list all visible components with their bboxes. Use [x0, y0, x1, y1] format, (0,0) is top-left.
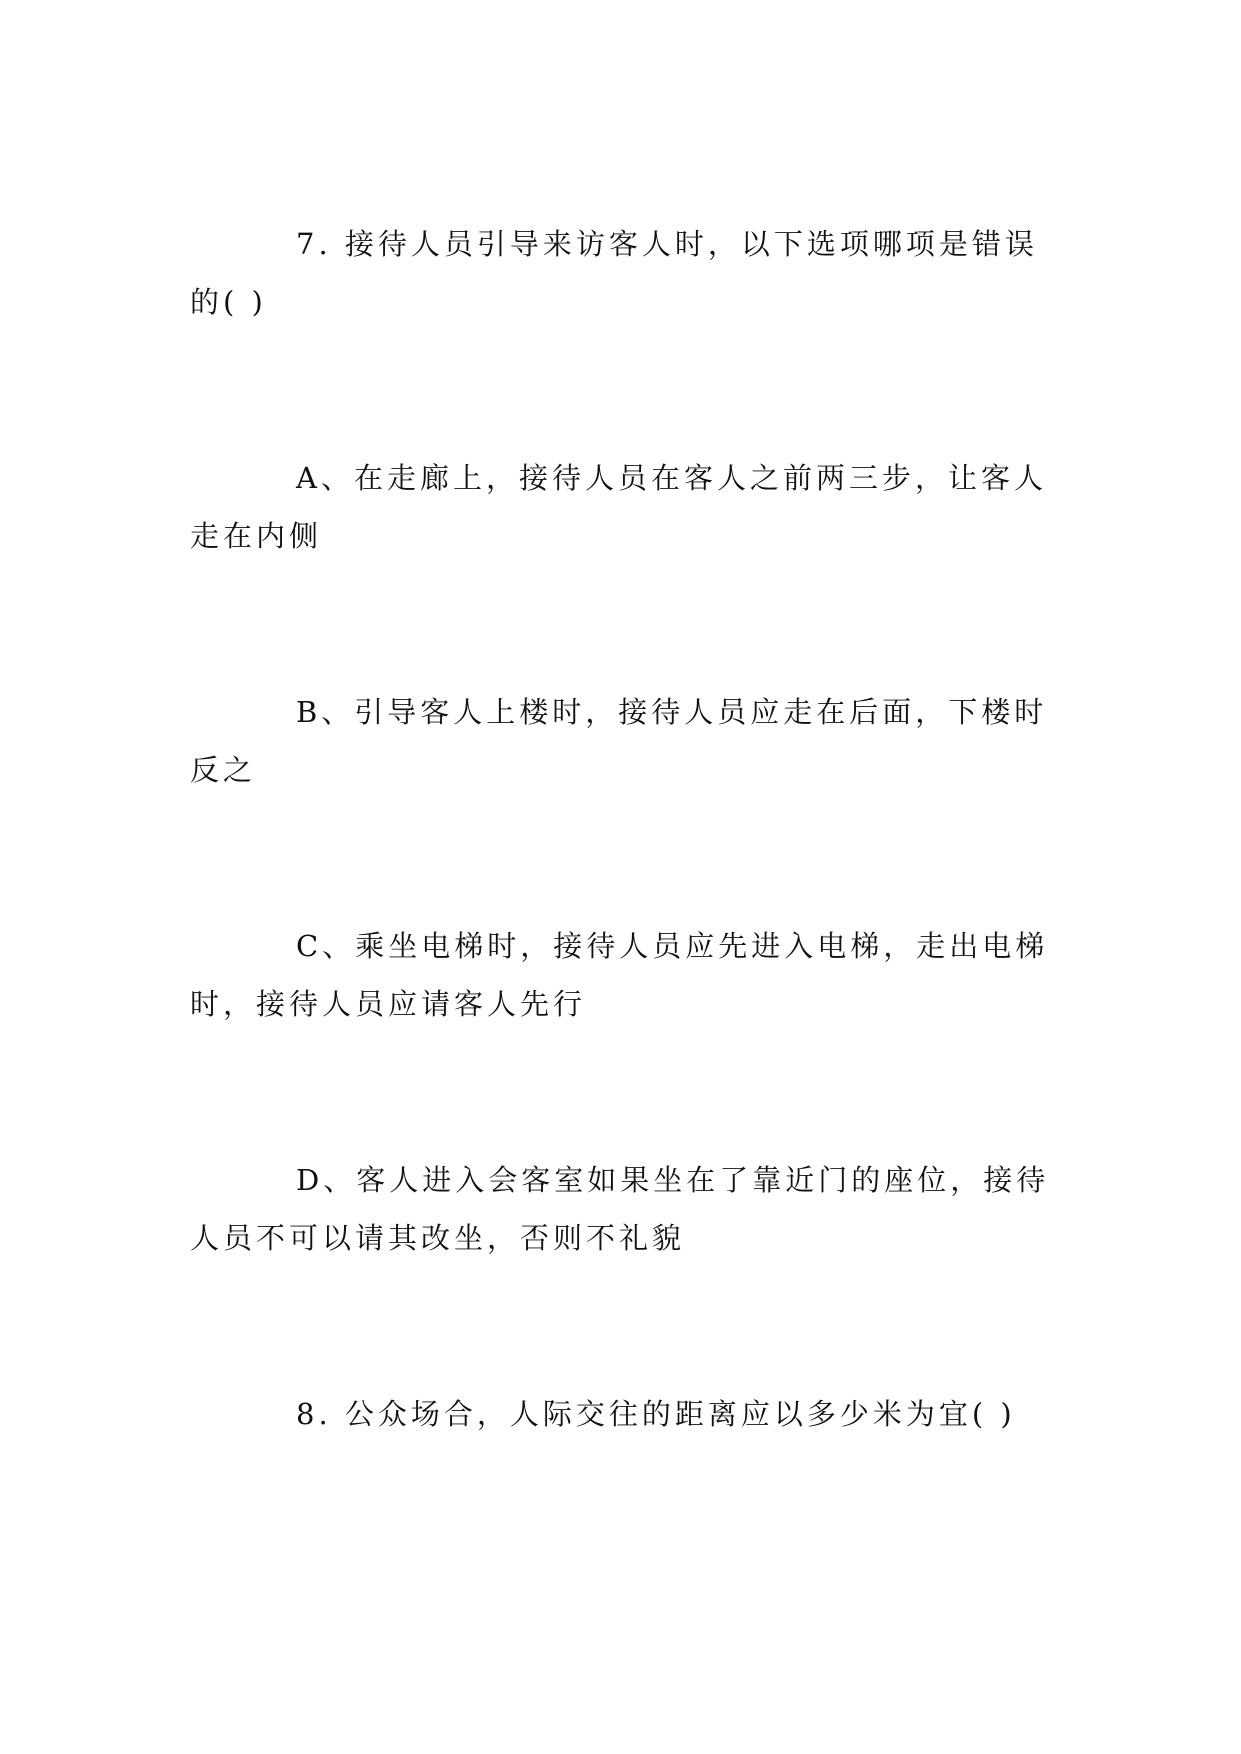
question-7: 7. 接待人员引导来访客人时，以下选项哪项是错误的( )	[190, 227, 1038, 319]
option-b: B、引导客人上楼时，接待人员应走在后面，下楼时反之	[190, 695, 1048, 787]
option-d: D、客人进入会客室如果坐在了靠近门的座位，接待人员不可以请其改坐，否则不礼貌	[190, 1163, 1050, 1255]
question-8: 8. 公众场合，人际交往的距离应以多少米为宜( )	[296, 1397, 1016, 1431]
option-c: C、乘坐电梯时，接待人员应先进入电梯，走出电梯时，接待人员应请客人先行	[190, 929, 1049, 1021]
option-a: A、在走廊上，接待人员在客人之前两三步，让客人走在内侧	[190, 461, 1047, 553]
